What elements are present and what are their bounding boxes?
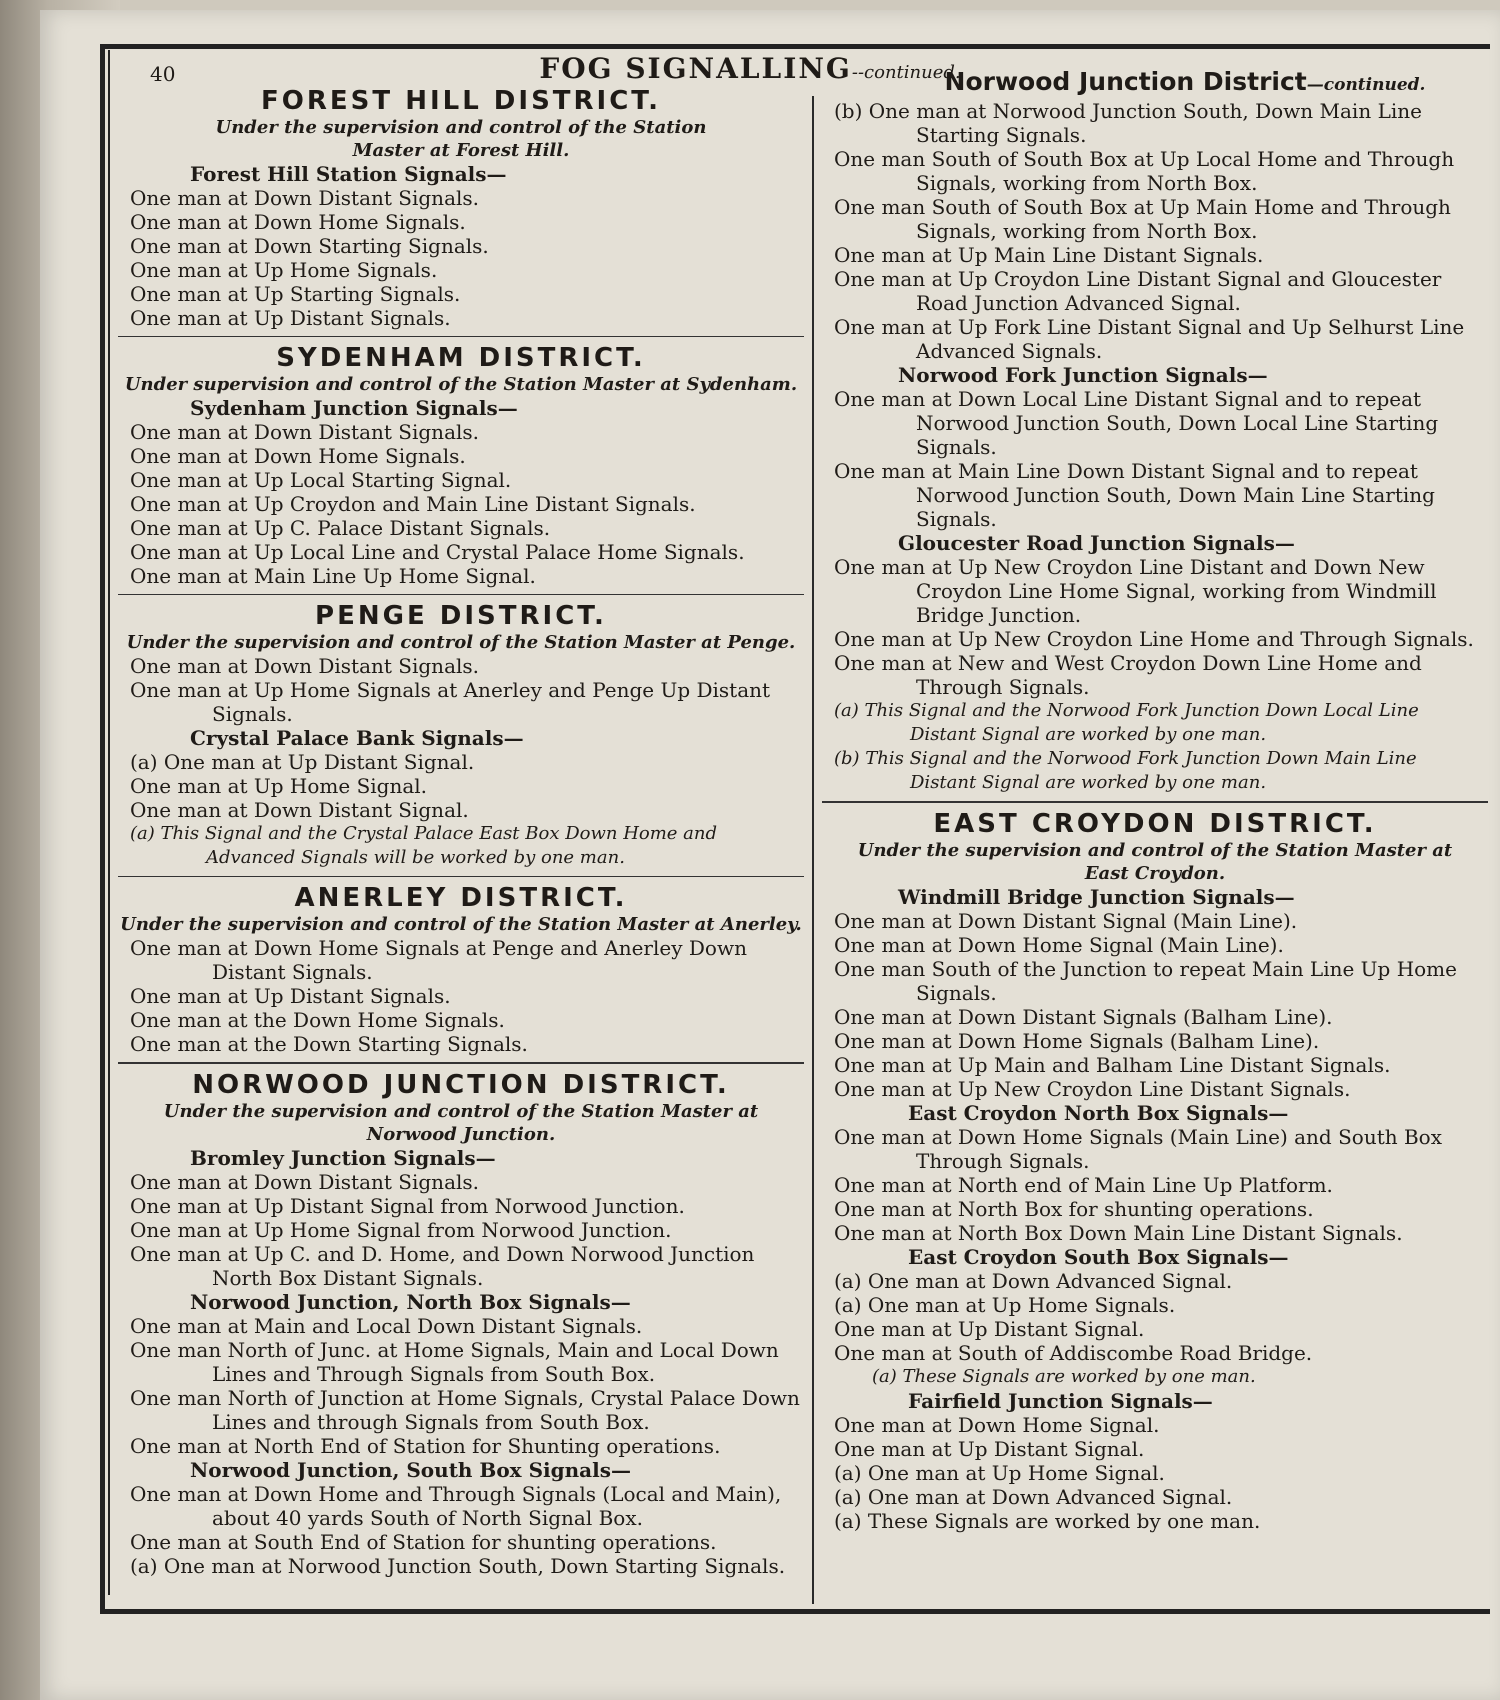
- list-item: One man at Main Line Down Distant Signal and to repeat Norwood Junction South, Down Main Line Starting Signals.: [834, 459, 1435, 531]
- forest-hill-supervision: Under the supervision and control of the Station Master at Forest Hill.: [215, 117, 707, 161]
- section-divider: [118, 594, 804, 595]
- penge-supervision: Under the supervision and control of the Station Master at Penge.: [126, 632, 796, 653]
- list-item: One man at North Box for shunting operations.: [834, 1197, 1314, 1221]
- norwood-supervision: Under the supervision and control of the Station Master at Norwood Junction.: [163, 1101, 759, 1145]
- norwood-continued-suffix: —continued.: [1306, 75, 1426, 95]
- list-item: One man at Down Distant Signal.: [130, 798, 469, 822]
- list-item: One man at Up Home Signals.: [130, 258, 438, 282]
- list-item: One man South of South Box at Up Local Home and Through Signals, working from North Box.: [834, 147, 1455, 195]
- penge-list-b: [118, 750, 804, 822]
- list-item: (b) One man at Norwood Junction South, Down Main Line Starting Signals.: [834, 99, 1422, 147]
- list-item: One man at Up Starting Signals.: [130, 282, 461, 306]
- list-item: One man at Up Distant Signals.: [130, 306, 451, 330]
- left-column: [118, 80, 804, 1578]
- list-item: One man at Up New Croydon Line Distant and Down New Croydon Line Home Signal, working from Windmill Bridge Junction.: [834, 555, 1437, 627]
- norwood-continued-heading-text: Norwood Junction District: [944, 67, 1307, 96]
- list-item: One man at North end of Main Line Up Platform.: [834, 1173, 1333, 1197]
- page-number: 40: [150, 62, 176, 86]
- anerley-list: [118, 936, 804, 1056]
- norwood-note-b: (b) This Signal and the Norwood Fork Junction Down Main Line Distant Signal are worked by one man.: [834, 748, 1417, 793]
- list-item: One man at Down Distant Signal (Main Line).: [834, 909, 1298, 933]
- column-divider: [812, 96, 814, 1604]
- list-item: One man at North End of Station for Shunting operations.: [130, 1434, 721, 1458]
- norwood-subheading-1: Bromley Junction Signals—: [190, 1146, 496, 1170]
- gloucester-road-subheading: Gloucester Road Junction Signals—: [898, 531, 1295, 555]
- windmill-bridge-subheading: Windmill Bridge Junction Signals—: [898, 885, 1295, 909]
- list-item: (a) One man at Norwood Junction South, Down Starting Signals.: [130, 1554, 786, 1578]
- east-croydon-supervision: Under the supervision and control of the Station Master at East Croydon.: [857, 840, 1453, 884]
- list-item: One man at Down Distant Signals.: [130, 654, 480, 678]
- list-item: One man at Down Distant Signals.: [130, 186, 480, 210]
- list-item: One man at Up Distant Signals.: [130, 984, 451, 1008]
- list-item: (a) One man at Up Home Signal.: [834, 1461, 1165, 1485]
- list-item: One man South of the Junction to repeat Main Line Up Home Signals.: [834, 957, 1457, 1005]
- list-item: One man at Up Main Line Distant Signals.: [834, 243, 1264, 267]
- section-divider: [118, 876, 804, 877]
- right-column: [822, 68, 1488, 1533]
- east-croydon-north-subheading: East Croydon North Box Signals—: [908, 1101, 1289, 1125]
- list-item: One man at Down Distant Signals.: [130, 420, 480, 444]
- sydenham-heading: SYDENHAM DISTRICT.: [276, 343, 646, 373]
- list-item: One man at the Down Home Signals.: [130, 1008, 505, 1032]
- penge-list-a: [118, 654, 804, 726]
- norwood-list-1: [118, 1170, 804, 1290]
- list-item: One man at Main and Local Down Distant Signals.: [130, 1314, 643, 1338]
- norwood-subheading-3: Norwood Junction, South Box Signals—: [190, 1458, 631, 1482]
- section-divider: [118, 336, 804, 337]
- norwood-note-a: (a) This Signal and the Norwood Fork Junction Down Local Line Distant Signal are worked by one man.: [834, 700, 1419, 745]
- list-item: (a) One man at Down Advanced Signal.: [834, 1485, 1233, 1509]
- east-croydon-note-1: (a) These Signals are worked by one man.: [872, 1366, 1256, 1387]
- sydenham-supervision: Under supervision and control of the Station Master at Sydenham.: [124, 374, 798, 395]
- fairfield-subheading: Fairfield Junction Signals—: [908, 1389, 1213, 1413]
- gloucester-road-list: [822, 555, 1488, 699]
- list-item: One man at Up Distant Signal from Norwood Junction.: [130, 1194, 685, 1218]
- list-item: One man at Down Distant Signals (Balham Line).: [834, 1005, 1333, 1029]
- list-item: (a) One man at Up Distant Signal.: [130, 750, 475, 774]
- list-item: One man at the Down Starting Signals.: [130, 1032, 528, 1056]
- list-item: One man at South End of Station for shunting operations.: [130, 1530, 717, 1554]
- list-item: One man at Up New Croydon Line Home and Through Signals.: [834, 627, 1474, 651]
- norwood-heading: NORWOOD JUNCTION DISTRICT.: [192, 1070, 730, 1100]
- list-item: One man at Up Local Line and Crystal Palace Home Signals.: [130, 540, 745, 564]
- list-item: One man at Down Starting Signals.: [130, 234, 489, 258]
- section-divider: [118, 1062, 804, 1064]
- list-item: One man at Up C. and D. Home, and Down Norwood Junction North Box Distant Signals.: [130, 1242, 755, 1290]
- list-item: One man at Up Distant Signal.: [834, 1317, 1145, 1341]
- forest-hill-subheading: Forest Hill Station Signals—: [190, 162, 507, 186]
- norwood-list-2: [118, 1314, 804, 1458]
- list-item: One man at Up Croydon Line Distant Signal and Gloucester Road Junction Advanced Signal.: [834, 267, 1442, 315]
- sydenham-subheading: Sydenham Junction Signals—: [190, 396, 518, 420]
- anerley-supervision: Under the supervision and control of the Station Master at Anerley.: [120, 914, 802, 935]
- windmill-bridge-list: [822, 909, 1488, 1101]
- list-item: One man at Up Home Signal.: [130, 774, 428, 798]
- list-item: (a) One man at Up Home Signals.: [834, 1293, 1176, 1317]
- list-item: One man at Down Home Signals at Penge and Anerley Down Distant Signals.: [130, 936, 747, 984]
- list-item: One man at Up Distant Signal.: [834, 1437, 1145, 1461]
- list-item: One man at Down Home Signals (Balham Line).: [834, 1029, 1320, 1053]
- list-item: One man at Up Croydon and Main Line Distant Signals.: [130, 492, 696, 516]
- penge-heading: PENGE DISTRICT.: [315, 601, 607, 631]
- east-croydon-south-subheading: East Croydon South Box Signals—: [908, 1245, 1289, 1269]
- east-croydon-south-list: [822, 1269, 1488, 1365]
- list-item: One man at Down Distant Signals.: [130, 1170, 480, 1194]
- east-croydon-heading: EAST CROYDON DISTRICT.: [933, 809, 1377, 839]
- list-item: One man at Up Local Starting Signal.: [130, 468, 512, 492]
- norwood-subheading-2: Norwood Junction, North Box Signals—: [190, 1290, 631, 1314]
- list-item: One man at Up New Croydon Line Distant Signals.: [834, 1077, 1351, 1101]
- norwood-continued-heading: [822, 68, 1488, 99]
- list-item: One man at Up C. Palace Distant Signals.: [130, 516, 551, 540]
- list-item: One man at Down Home Signal (Main Line).: [834, 933, 1284, 957]
- norwood-continued-list-1: [822, 99, 1488, 363]
- list-item: One man North of Junc. at Home Signals, Main and Local Down Lines and Through Signals from South Box.: [130, 1338, 779, 1386]
- list-item: One man North of Junction at Home Signals, Crystal Palace Down Lines and through Signals from South Box.: [130, 1386, 800, 1434]
- penge-subheading: Crystal Palace Bank Signals—: [190, 726, 524, 750]
- frame-inner-rule: [108, 50, 110, 1595]
- page-title-suffix: --continued.: [851, 62, 961, 83]
- forest-hill-heading: FOREST HILL DISTRICT.: [261, 86, 661, 116]
- fairfield-list: [822, 1413, 1488, 1509]
- norwood-fork-subheading: Norwood Fork Junction Signals—: [898, 363, 1268, 387]
- list-item: One man at Up Fork Line Distant Signal and Up Selhurst Line Advanced Signals.: [834, 315, 1465, 363]
- list-item: One man at Down Home Signals.: [130, 210, 466, 234]
- list-item: One man at South of Addiscombe Road Bridge.: [834, 1341, 1313, 1365]
- list-item: (a) One man at Down Advanced Signal.: [834, 1269, 1233, 1293]
- list-item: One man at Main Line Up Home Signal.: [130, 564, 536, 588]
- list-item: One man at Down Home Signals (Main Line) and South Box Through Signals.: [834, 1125, 1442, 1173]
- list-item: One man at New and West Croydon Down Line Home and Through Signals.: [834, 651, 1422, 699]
- section-divider: [822, 801, 1488, 803]
- list-item: One man at North Box Down Main Line Distant Signals.: [834, 1221, 1403, 1245]
- list-item: One man South of South Box at Up Main Home and Through Signals, working from North Box.: [834, 195, 1451, 243]
- norwood-fork-list: [822, 387, 1488, 531]
- list-item: One man at Down Home and Through Signals (Local and Main), about 40 yards South of North Signal Box.: [130, 1482, 782, 1530]
- page-title-text: FOG SIGNALLING: [539, 52, 852, 85]
- east-croydon-north-list: [822, 1125, 1488, 1245]
- list-item: One man at Down Home Signals.: [130, 444, 466, 468]
- forest-hill-list: [118, 186, 804, 330]
- list-item: One man at Up Home Signal from Norwood Junction.: [130, 1218, 672, 1242]
- list-item: One man at Up Main and Balham Line Distant Signals.: [834, 1053, 1391, 1077]
- penge-note: (a) This Signal and the Crystal Palace East Box Down Home and Advanced Signals will be worked by one man.: [130, 823, 718, 868]
- list-item: One man at Up Home Signals at Anerley and Penge Up Distant Signals.: [130, 678, 771, 726]
- norwood-list-3: [118, 1482, 804, 1578]
- anerley-heading: ANERLEY DISTRICT.: [294, 883, 628, 913]
- list-item: One man at Down Home Signal.: [834, 1413, 1160, 1437]
- fairfield-note: (a) These Signals are worked by one man.: [834, 1509, 1261, 1533]
- list-item: One man at Down Local Line Distant Signal and to repeat Norwood Junction South, Down Local Line Starting Signals.: [834, 387, 1439, 459]
- sydenham-list: [118, 420, 804, 588]
